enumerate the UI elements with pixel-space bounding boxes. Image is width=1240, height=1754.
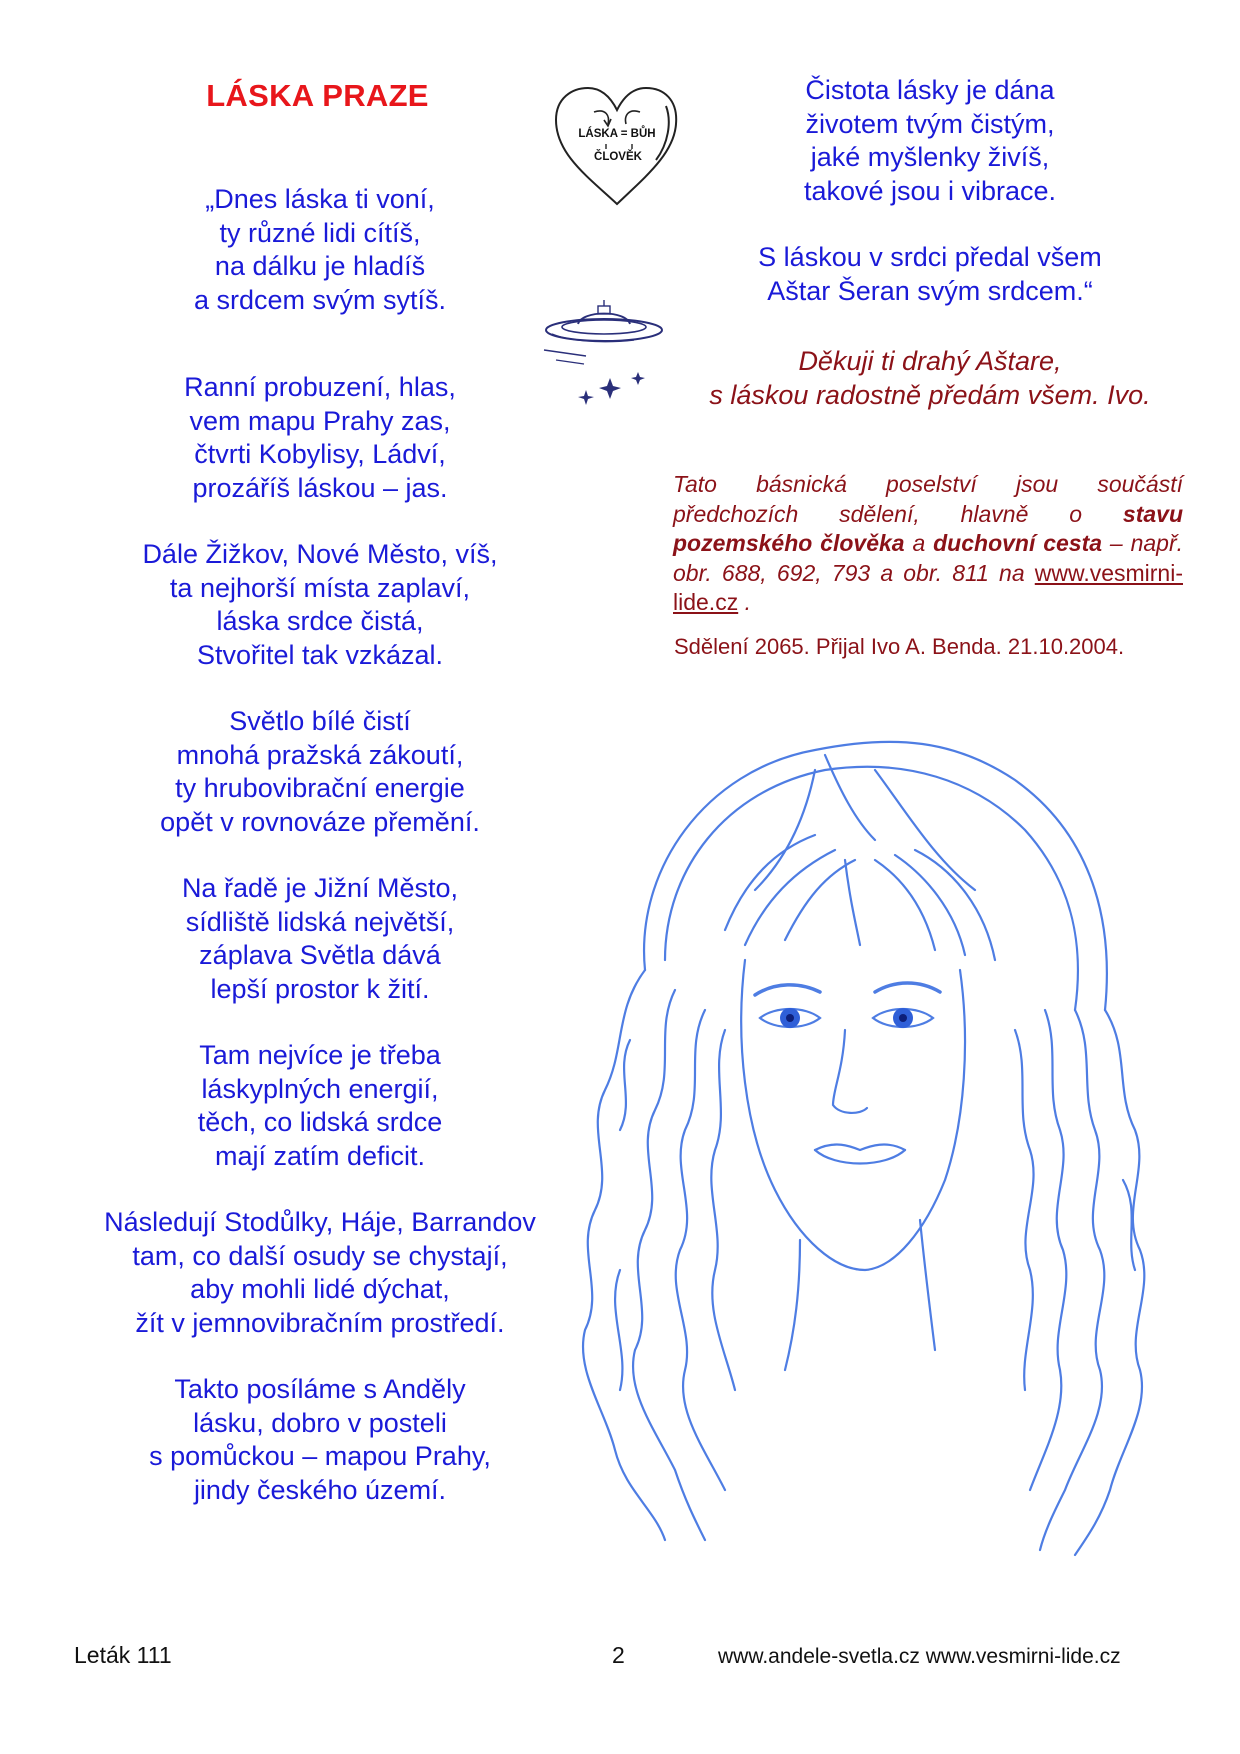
- poem-line: Stvořitel tak vzkázal.: [196, 639, 444, 670]
- poem-line: jaké myšlenky živíš,: [810, 142, 1050, 172]
- stanza-4: [60, 705, 580, 839]
- poem-line: Čistota lásky je dána: [805, 75, 1055, 105]
- stanza-right-2: [660, 241, 1200, 308]
- note-text: .: [738, 589, 751, 615]
- poem-line: ty hrubovibrační energie: [175, 773, 465, 803]
- left-poem: [60, 183, 580, 1540]
- poem-line: vem mapu Prahy zas,: [189, 405, 451, 436]
- poem-line: lásku, dobro v posteli: [193, 1407, 447, 1438]
- poem-line: sídliště lidská největší,: [185, 906, 455, 937]
- signature-line: s láskou radostně předám všem. Ivo.: [709, 380, 1151, 410]
- note-bold: stavu pozemského člověka: [673, 500, 1183, 556]
- poem-line: Aštar Šeran svým srdcem.“: [767, 275, 1093, 306]
- poem-line: Světlo bílé čistí: [229, 706, 411, 736]
- stanza-2: [60, 371, 580, 505]
- poem-line: a srdcem svým sytíš.: [193, 284, 447, 315]
- poem-line: na dálku je hladíš: [214, 251, 426, 281]
- note-text: a: [904, 530, 934, 556]
- right-poem: [660, 74, 1200, 341]
- footer-websites: www.andele-svetla.cz www.vesmirni-lide.cz: [718, 1645, 1121, 1668]
- poem-line: záplava Světla dává: [199, 940, 441, 970]
- poem-line: Následují Stodůlky, Háje, Barrandov: [104, 1207, 536, 1237]
- stanza-3: [60, 538, 580, 672]
- source-note: [673, 470, 1183, 618]
- ufo-icon: [538, 300, 678, 408]
- stanza-right-1: [660, 74, 1200, 208]
- message-credit: Sdělení 2065. Přijal Ivo A. Benda. 21.10.2004.: [674, 634, 1125, 659]
- poem-line: Tam nejvíce je třeba: [199, 1040, 441, 1070]
- poem-line: Takto posíláme s Anděly: [174, 1374, 466, 1404]
- poem-line: S láskou v srdci předal všem: [758, 242, 1102, 272]
- stanza-7: [60, 1206, 580, 1340]
- poem-line: mají zatím deficit.: [214, 1140, 426, 1171]
- heart-logo-line2: ČLOVĚK: [594, 151, 642, 163]
- stanza-1: [60, 183, 580, 317]
- page-number: 2: [612, 1642, 625, 1668]
- poem-line: „Dnes láska ti voní,: [205, 184, 435, 214]
- poem-line: životem tvým čistým,: [805, 108, 1055, 139]
- page-title: LÁSKA PRAZE: [206, 78, 429, 113]
- note-bold: duchovní cesta: [933, 530, 1103, 556]
- poem-line: aby mohli lidé dýchat,: [190, 1274, 450, 1304]
- poem-line: láska srdce čistá,: [216, 606, 424, 636]
- stanza-8: [60, 1373, 580, 1507]
- note-text: Tato básnická poselství jsou součástí předchozích sdělení, hlavně o: [673, 471, 1183, 527]
- signature: [660, 344, 1200, 412]
- face-drawing: [575, 710, 1155, 1560]
- stars-icon: [578, 372, 645, 405]
- stanza-6: [60, 1039, 580, 1173]
- heart-logo-line1: LÁSKA = BŮH: [578, 128, 656, 140]
- poem-line: tam, co další osudy se chystají,: [132, 1240, 508, 1271]
- poem-line: mnohá pražská zákoutí,: [176, 739, 464, 770]
- poem-line: opět v rovnováze přemění.: [160, 806, 480, 837]
- poem-line: prozáříš láskou – jas.: [192, 472, 448, 503]
- poem-line: žít v jemnovibračním prostředí.: [135, 1307, 505, 1338]
- website-link[interactable]: www.vesmirni-lide.cz: [673, 559, 1183, 615]
- poem-line: Dále Žižkov, Nové Město, víš,: [142, 539, 498, 569]
- poem-line: takové jsou i vibrace.: [803, 175, 1057, 206]
- poem-line: láskyplných energií,: [201, 1073, 439, 1104]
- stanza-5: [60, 872, 580, 1006]
- signature-line: Děkuji ti drahý Aštare,: [798, 346, 1062, 376]
- footer-leaflet-number: Leták 111: [74, 1642, 172, 1668]
- poem-line: těch, co lidská srdce: [197, 1107, 443, 1137]
- poem-line: ta nejhorší místa zaplaví,: [169, 572, 471, 603]
- note-text: – např. obr. 688, 692, 793 a obr. 811 na: [673, 530, 1184, 586]
- poem-line: lepší prostor k žití.: [210, 973, 430, 1004]
- poem-line: jindy českého území.: [193, 1474, 447, 1505]
- poem-line: Na řadě je Jižní Město,: [181, 873, 459, 903]
- poem-line: s pomůckou – mapou Prahy,: [149, 1441, 491, 1471]
- poem-line: ty různé lidi cítíš,: [219, 217, 421, 248]
- poem-line: Ranní probuzení, hlas,: [184, 372, 456, 402]
- poem-line: čtvrti Kobylisy, Ládví,: [194, 439, 446, 469]
